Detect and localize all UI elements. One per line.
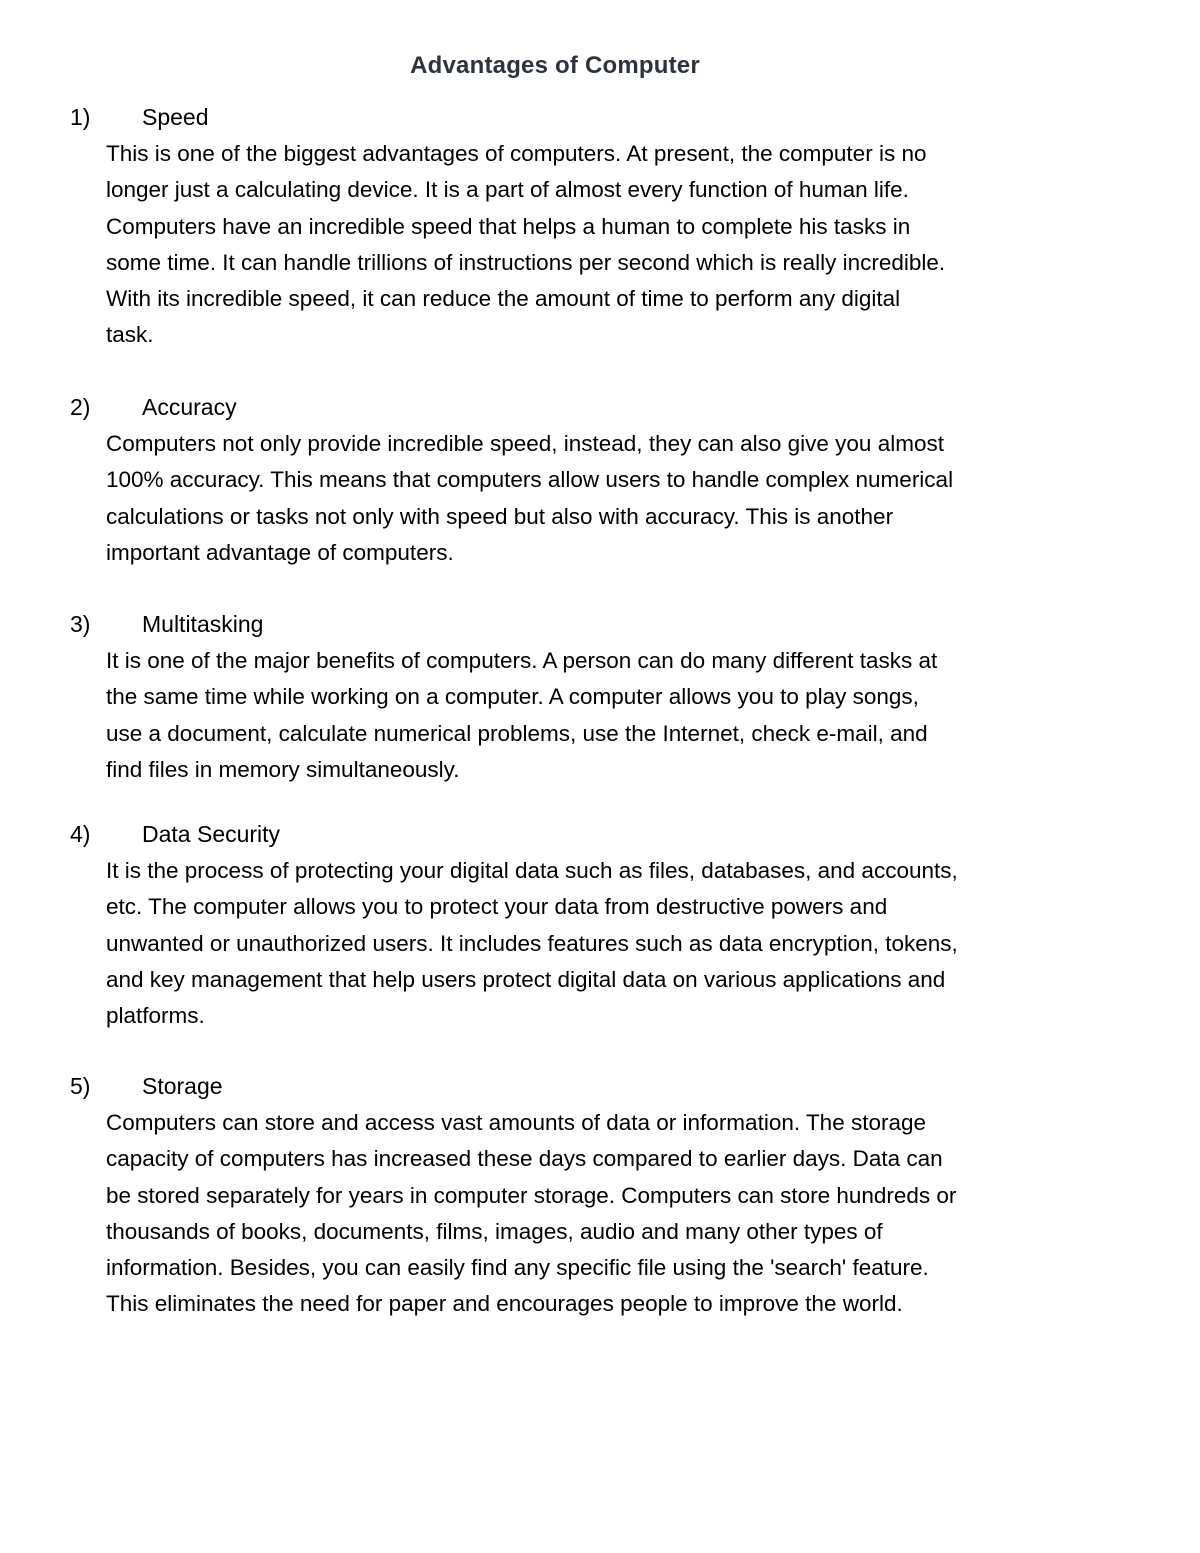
body-line: It is one of the major benefits of computers. A person can do many different tasks at	[106, 648, 938, 673]
body-line: 100% accuracy. This means that computers allow users to handle complex numerical	[106, 467, 954, 493]
section-body	[106, 853, 1066, 1034]
section-title: Accuracy	[142, 394, 237, 420]
body-line: Computers not only provide incredible speed, instead, they can also give you almost	[106, 431, 944, 456]
section-number: 4)	[70, 821, 91, 847]
body-line: and key management that help users protect digital data on various applications and	[106, 966, 946, 992]
body-line: This eliminates the need for paper and encourages people to improve the world.	[106, 1291, 903, 1317]
body-line: important advantage of computers.	[106, 539, 454, 565]
body-line: Computers can store and access vast amounts of data or information. The storage	[106, 1110, 927, 1135]
section-title: Storage	[142, 1073, 223, 1099]
body-line: find files in memory simultaneously.	[106, 756, 460, 782]
section-body	[106, 426, 1066, 571]
section-number: 1)	[70, 104, 91, 130]
section-number: 5)	[70, 1073, 91, 1099]
section-body	[106, 136, 1066, 354]
section-heading	[0, 817, 1200, 853]
body-line: Computers have an incredible speed that helps a human to complete his tasks in	[106, 213, 911, 239]
body-line: With its incredible speed, it can reduce the amount of time to perform any digital	[106, 286, 901, 312]
section-multitasking	[0, 607, 1200, 788]
body-line: thousands of books, documents, films, images, audio and many other types of	[106, 1218, 883, 1244]
section-data-security	[0, 817, 1200, 1034]
section-storage	[0, 1069, 1200, 1323]
section-number: 3)	[70, 611, 91, 637]
page-title: Advantages of Computer	[410, 52, 700, 79]
section-number: 2)	[70, 394, 91, 420]
body-line: platforms.	[106, 1003, 205, 1029]
section-speed	[0, 100, 1200, 354]
body-line: task.	[106, 322, 154, 348]
section-body	[106, 1105, 1066, 1323]
section-title: Speed	[142, 104, 209, 130]
body-line: unwanted or unauthorized users. It includes features such as data encryption, tokens,	[106, 930, 958, 956]
body-line: information. Besides, you can easily find any specific file using the 'search' feature.	[106, 1255, 929, 1281]
body-line: be stored separately for years in computer storage. Computers can store hundreds or	[106, 1182, 957, 1208]
section-body	[106, 643, 1066, 788]
body-line: some time. It can handle trillions of instructions per second which is really incredible.	[106, 249, 946, 275]
body-line: longer just a calculating device. It is a part of almost every function of human life.	[106, 177, 909, 203]
section-heading	[0, 390, 1200, 426]
section-heading	[0, 100, 1200, 136]
section-title: Multitasking	[142, 611, 264, 637]
body-line: use a document, calculate numerical problems, use the Internet, check e-mail, and	[106, 720, 928, 746]
section-heading	[0, 1069, 1200, 1105]
body-line: capacity of computers has increased these days compared to earlier days. Data can	[106, 1146, 943, 1172]
section-accuracy	[0, 390, 1200, 571]
section-title: Data Security	[142, 821, 281, 847]
body-line: etc. The computer allows you to protect your data from destructive powers and	[106, 894, 888, 920]
body-line: It is the process of protecting your digital data such as files, databases, and accounts,	[106, 858, 958, 883]
section-heading	[0, 607, 1200, 643]
body-line: calculations or tasks not only with speed but also with accuracy. This is another	[106, 503, 894, 529]
body-line: This is one of the biggest advantages of computers. At present, the computer is no	[106, 141, 927, 166]
body-line: the same time while working on a computer. A computer allows you to play songs,	[106, 684, 919, 710]
